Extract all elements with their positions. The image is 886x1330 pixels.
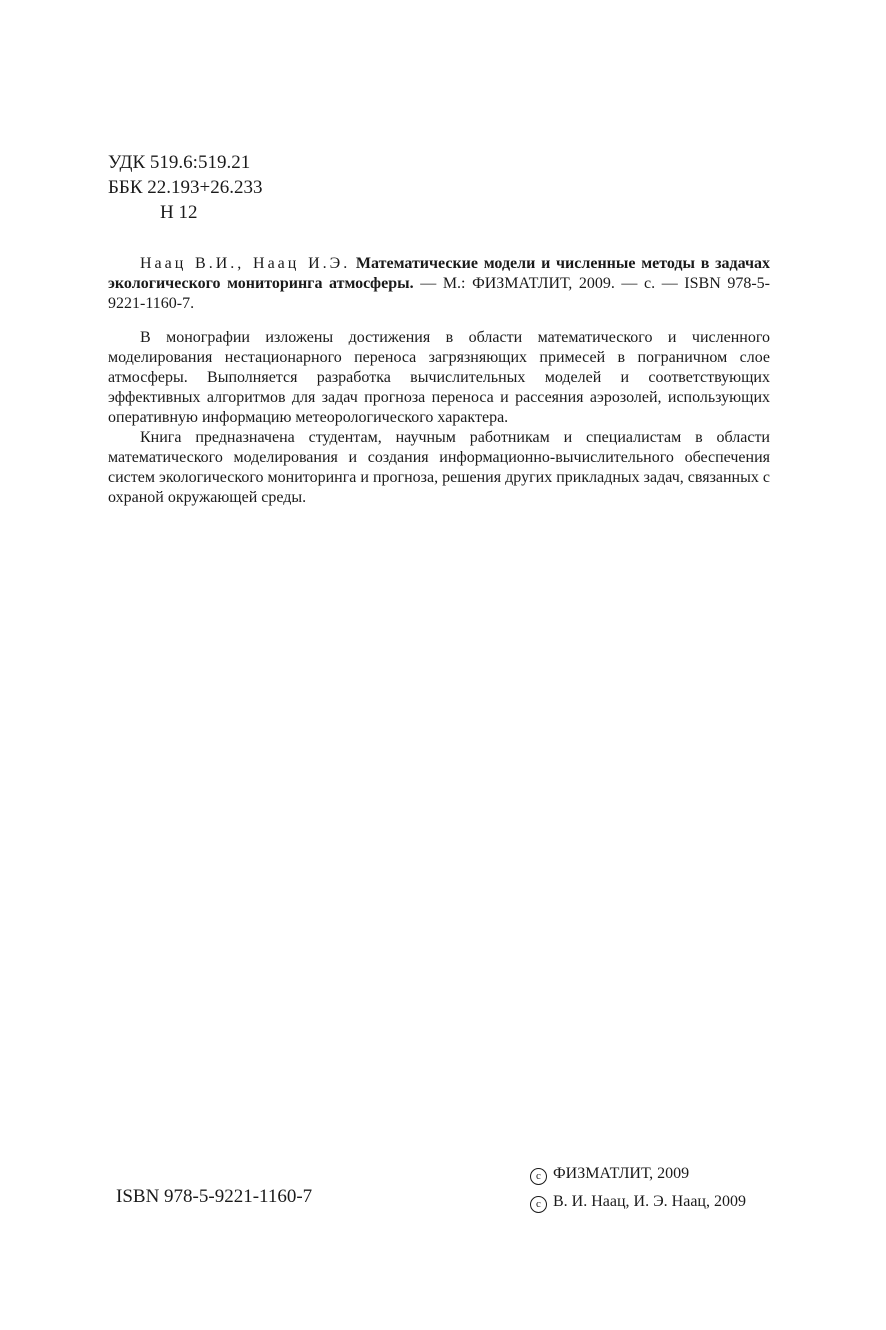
copyright-publisher: ФИЗМАТЛИТ, 2009	[553, 1165, 690, 1182]
copyright-block	[530, 1160, 746, 1216]
udk-code: УДК 519.6:519.21	[108, 152, 251, 173]
classification-block	[108, 150, 262, 225]
bbk-code: ББК 22.193+26.233	[108, 177, 263, 198]
bib-authors: Наац В.И., Наац И.Э.	[140, 255, 351, 272]
annotation-paragraph: Книга предназначена студентам, научным работникам и специалистам в области математического моделирования и создания информационно-вычислительного обеспечения систем экологического мониторинга и прогноза, решения других прикладных задач, связанных с охраной окружающей среды.	[108, 429, 770, 506]
bibliographic-record	[108, 254, 770, 314]
bib-imprint: — М.: ФИЗМАТЛИТ, 2009. — с. — ISBN 978-5-9221-1160-7.	[108, 275, 770, 312]
main-content	[108, 254, 770, 508]
bib-title: Математические модели и численные методы в задачах экологического мониторинга атмосферы.	[108, 255, 770, 292]
copyright-line-publisher	[530, 1160, 746, 1188]
copyright-authors: В. И. Наац, И. Э. Наац, 2009	[553, 1193, 746, 1210]
copyright-line-authors	[530, 1188, 746, 1216]
copyright-icon: c	[530, 1168, 547, 1185]
annotation-paragraph: В монографии изложены достижения в области математического и численного моделирования нестационарного переноса загрязняющих примесей в пограничном слое атмосферы. Выполняется разработка вычислительных моделей и соответствующих эффективных алгоритмов для задач прогноза переноса и рассеяния аэрозолей, использующих оперативную информацию метеорологического характера.	[108, 329, 770, 426]
author-mark: Н 12	[160, 202, 198, 223]
isbn-footer: ISBN 978-5-9221-1160-7	[116, 1186, 313, 1207]
copyright-icon: c	[530, 1196, 547, 1213]
